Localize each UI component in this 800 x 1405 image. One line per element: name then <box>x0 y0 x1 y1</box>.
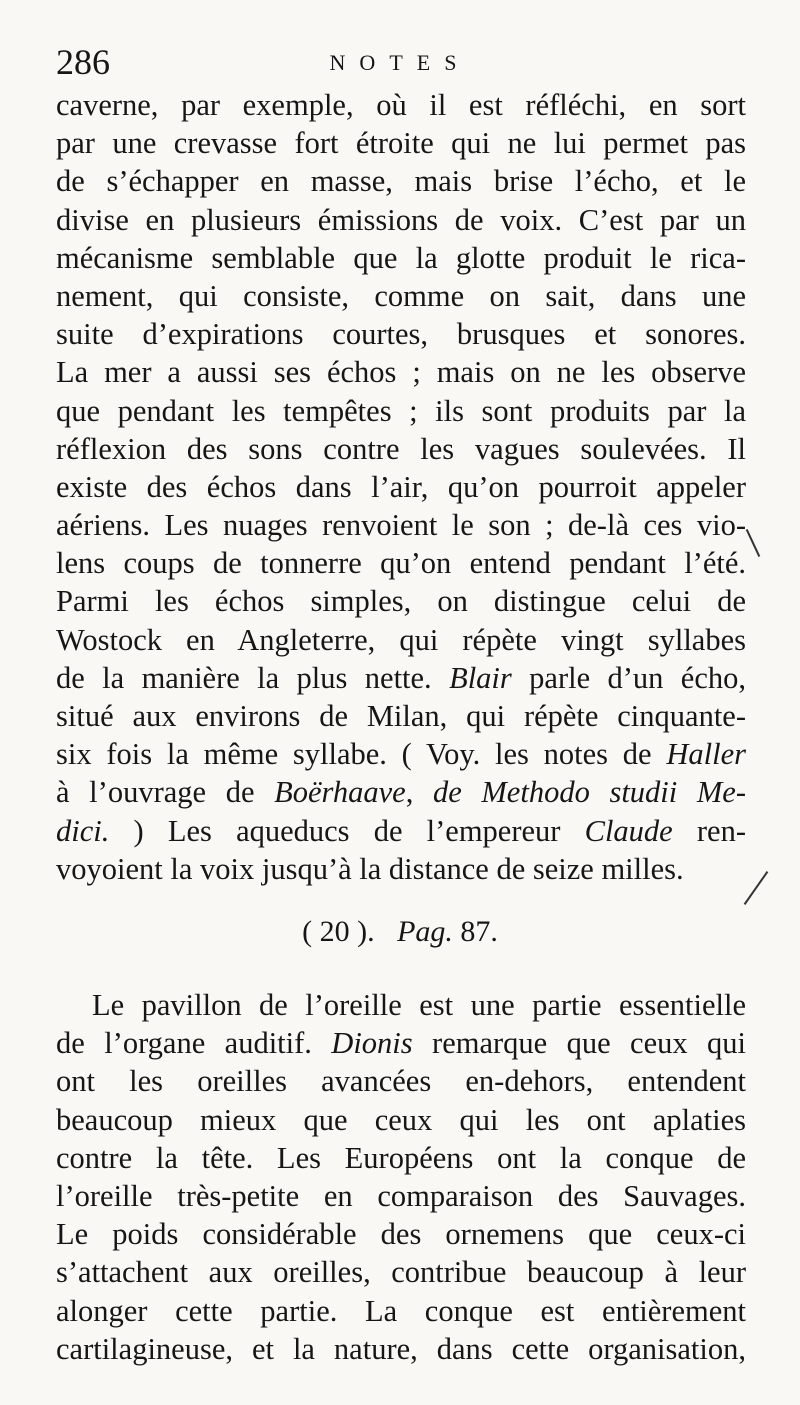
page-ref-number: 87. <box>460 915 498 948</box>
italic-name: Blair <box>449 660 512 695</box>
text-line: situé aux environs de Milan, qui répète cinquante- <box>56 699 746 733</box>
text-line: réflexion des sons contre les vagues soulevées. Il <box>56 431 746 466</box>
text-run: six fois la même syllabe. ( Voy. les notes de <box>56 737 667 772</box>
text-line: Le pavillon de l’oreille est une partie essentielle <box>92 988 746 1022</box>
text-line <box>56 812 746 850</box>
text-line <box>56 1024 746 1062</box>
text-run: ren- <box>672 813 746 848</box>
text-line: par une crevasse fort étroite qui ne lui permet pas <box>56 126 746 161</box>
text-run: parle d’un écho, <box>511 660 746 695</box>
text-line: contre la tête. Les Européens ont la conque de <box>56 1140 746 1175</box>
text-line: mécanisme semblable que la glotte produit le rica- <box>56 240 746 275</box>
text-line: Wostock en Angleterre, qui répète vingt syllabes <box>56 622 746 657</box>
text-run: à l’ouvrage de <box>56 775 275 810</box>
page-number: 286 <box>56 42 110 82</box>
text-line: que pendant les tempêtes ; ils sont produits par la <box>56 393 746 428</box>
running-head: NOTES <box>329 50 471 75</box>
text-line: beaucoup mieux que ceux qui les ont aplaties <box>56 1102 746 1137</box>
text-line <box>56 659 746 697</box>
italic-name: Dionis <box>331 1026 413 1061</box>
text-run: ) Les aqueducs de l’empereur <box>109 813 585 848</box>
text-line <box>56 773 746 811</box>
text-line: divise en plusieurs émissions de voix. C’est par un <box>56 202 746 237</box>
text-line: existe des échos dans l’air, qu’on pourroit appeler <box>56 469 746 504</box>
text-run: de la manière la plus nette. <box>56 660 450 695</box>
italic-title: dici. <box>56 813 110 848</box>
text-line: de s’échapper en masse, mais brise l’écho, et le <box>56 164 746 199</box>
text-run: , <box>405 775 433 810</box>
text-line: suite d’expirations courtes, brusques et sonores. <box>56 317 746 352</box>
text-line: ont les oreilles avancées en-dehors, entendent <box>56 1064 746 1099</box>
text-line <box>56 735 746 773</box>
text-line: Parmi les échos simples, on distingue celui de <box>56 584 746 619</box>
note-20-body <box>56 986 746 1368</box>
margin-mark <box>744 871 769 905</box>
text-line: lens coups de tonnerre qu’on entend pendant l’été. <box>56 546 746 581</box>
italic-title: de Methodo studii Me- <box>432 775 747 810</box>
italic-name: Haller <box>666 737 746 772</box>
text-line: nement, qui consiste, comme on sait, dans une <box>56 278 746 313</box>
margin-mark <box>746 529 760 557</box>
text-line: La mer a aussi ses échos ; mais on ne les observe <box>56 355 746 390</box>
note-heading <box>0 912 800 952</box>
italic-name: Boërhaave <box>274 775 406 810</box>
page-ref-label: Pag. <box>397 915 453 948</box>
text-run: remarque que ceux qui <box>412 1026 746 1061</box>
italic-name: Claude <box>584 813 673 848</box>
text-line: caverne, par exemple, où il est réfléchi, en sort <box>56 88 746 122</box>
text-line: alonger cette partie. La conque est entièrement <box>56 1293 746 1328</box>
text-run: de l’organe auditif. <box>56 1026 332 1061</box>
note-19-continuation <box>56 86 746 888</box>
text-line: l’oreille très-petite en comparaison des Sauvages. <box>56 1178 746 1213</box>
note-number: ( 20 ). <box>302 915 375 948</box>
text-line: cartilagineuse, et la nature, dans cette organisation, <box>56 1331 746 1366</box>
text-line: s’attachent aux oreilles, contribue beaucoup à leur <box>56 1255 746 1290</box>
text-line: Le poids considérable des ornemens que ceux-ci <box>56 1217 746 1252</box>
text-line: voyoient la voix jusqu’à la distance de seize milles. <box>56 851 684 886</box>
text-line: aériens. Les nuages renvoient le son ; de-là ces vio- <box>56 508 746 543</box>
